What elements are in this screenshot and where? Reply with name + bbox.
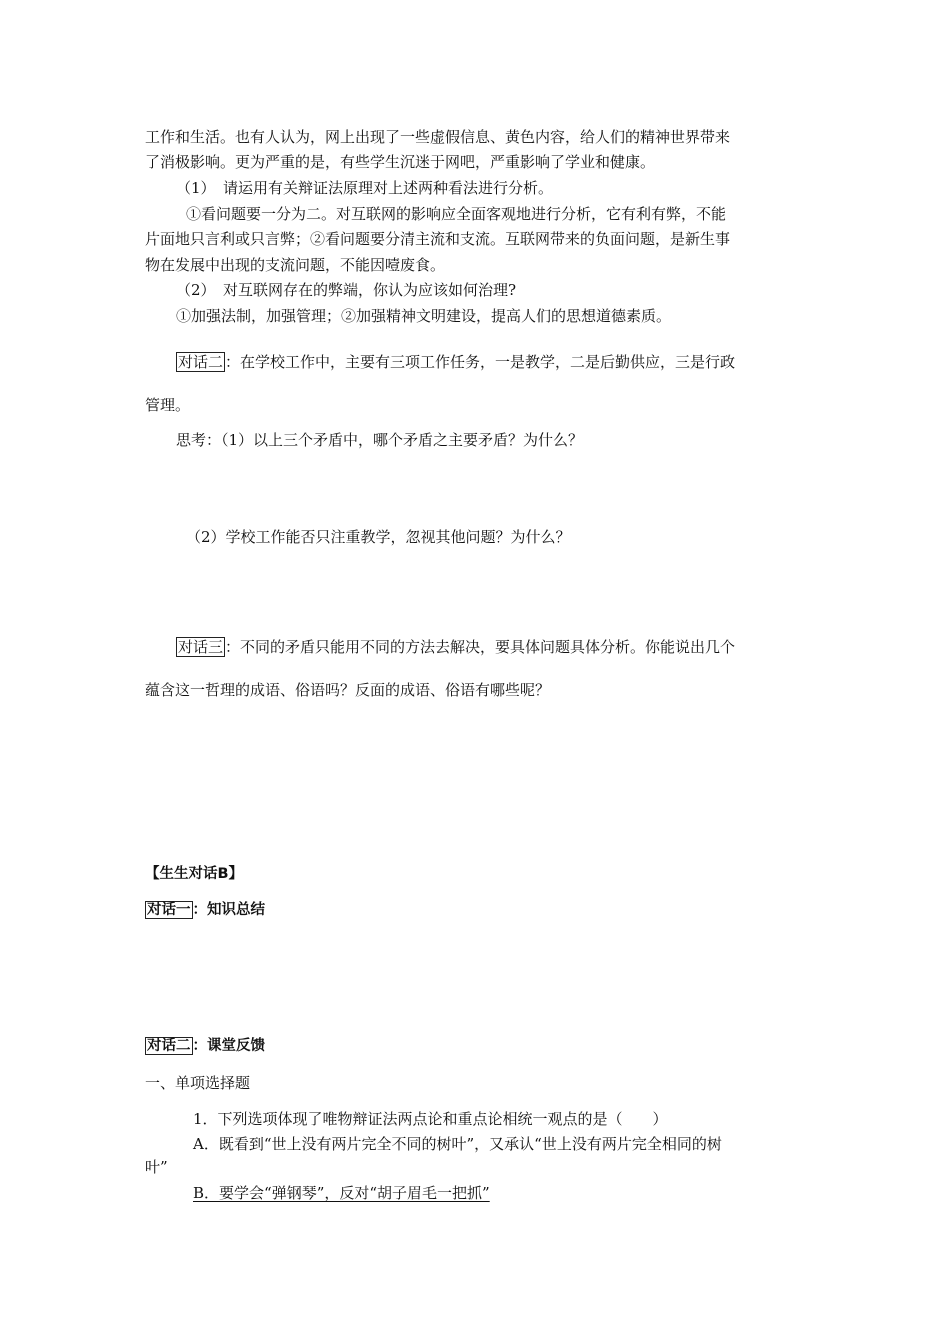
question-2: （2） 对互联网存在的弊端，你认为应该如何治理? [176, 281, 517, 299]
section-b-dialog-2-label: 对话二 [147, 1038, 191, 1054]
answer-2: ①加强法制，加强管理；②加强精神文明建设，提高人们的思想道德素质。 [176, 307, 672, 325]
section-b-dialog-2 [145, 1036, 265, 1056]
think-question-2: （2）学校工作能否只注重教学，忽视其他问题？为什么？ [186, 528, 571, 546]
answer-1-line: ①看问题要一分为二。对互联网的影响应全面客观地进行分析，它有利有弊，不能 [186, 205, 727, 223]
part-heading: 一、单项选择题 [145, 1074, 251, 1092]
paragraph-line: 了消极影响。更为严重的是，有些学生沉迷于网吧，严重影响了学业和健康。 [145, 153, 656, 171]
dialog-2-label: 对话二 [178, 353, 224, 371]
dialog-2-line [176, 352, 735, 372]
option-a-line: A．既看到“世上没有两片完全不同的树叶”，又承认“世上没有两片完全相同的树 [193, 1135, 722, 1153]
option-b: B．要学会“弹钢琴”，反对“胡子眉毛一把抓” [193, 1184, 490, 1202]
question-stem: 1．下列选项体现了唯物辩证法两点论和重点论相统一观点的是（ ） [193, 1110, 668, 1128]
section-b-dialog-1 [145, 900, 265, 920]
paragraph-line: 工作和生活。也有人认为，网上出现了一些虚假信息、黄色内容，给人们的精神世界带来 [145, 128, 731, 146]
section-b-heading: 【生生对话B】 [145, 866, 244, 882]
question-1: （1） 请运用有关辩证法原理对上述两种看法进行分析。 [176, 179, 554, 197]
dialog-3-text: ：不同的矛盾只能用不同的方法去解决，要具体问题具体分析。你能说出几个 [225, 638, 736, 656]
option-a-line: 叶” [145, 1158, 168, 1176]
answer-1-line: 片面地只言利或只言弊；②看问题要分清主流和支流。互联网带来的负面问题，是新生事 [145, 230, 731, 248]
dialog-2-text: ：在学校工作中，主要有三项工作任务，一是教学，二是后勤供应，三是行政 [225, 353, 736, 371]
dialog-3-line [176, 637, 735, 657]
dialog-2-line: 管理。 [145, 396, 191, 414]
think-question-1: 思考：（1）以上三个矛盾中，哪个矛盾之主要矛盾？为什么？ [176, 431, 584, 449]
dialog-3-label: 对话三 [178, 638, 224, 656]
section-b-dialog-1-text: ：知识总结 [192, 902, 265, 918]
section-b-dialog-1-label: 对话一 [147, 902, 191, 918]
answer-1-line: 物在发展中出现的支流问题，不能因噎废食。 [145, 256, 446, 274]
section-b-dialog-2-text: ：课堂反馈 [192, 1038, 265, 1054]
dialog-3-line: 蕴含这一哲理的成语、俗语吗？反面的成语、俗语有哪些呢？ [145, 681, 551, 699]
